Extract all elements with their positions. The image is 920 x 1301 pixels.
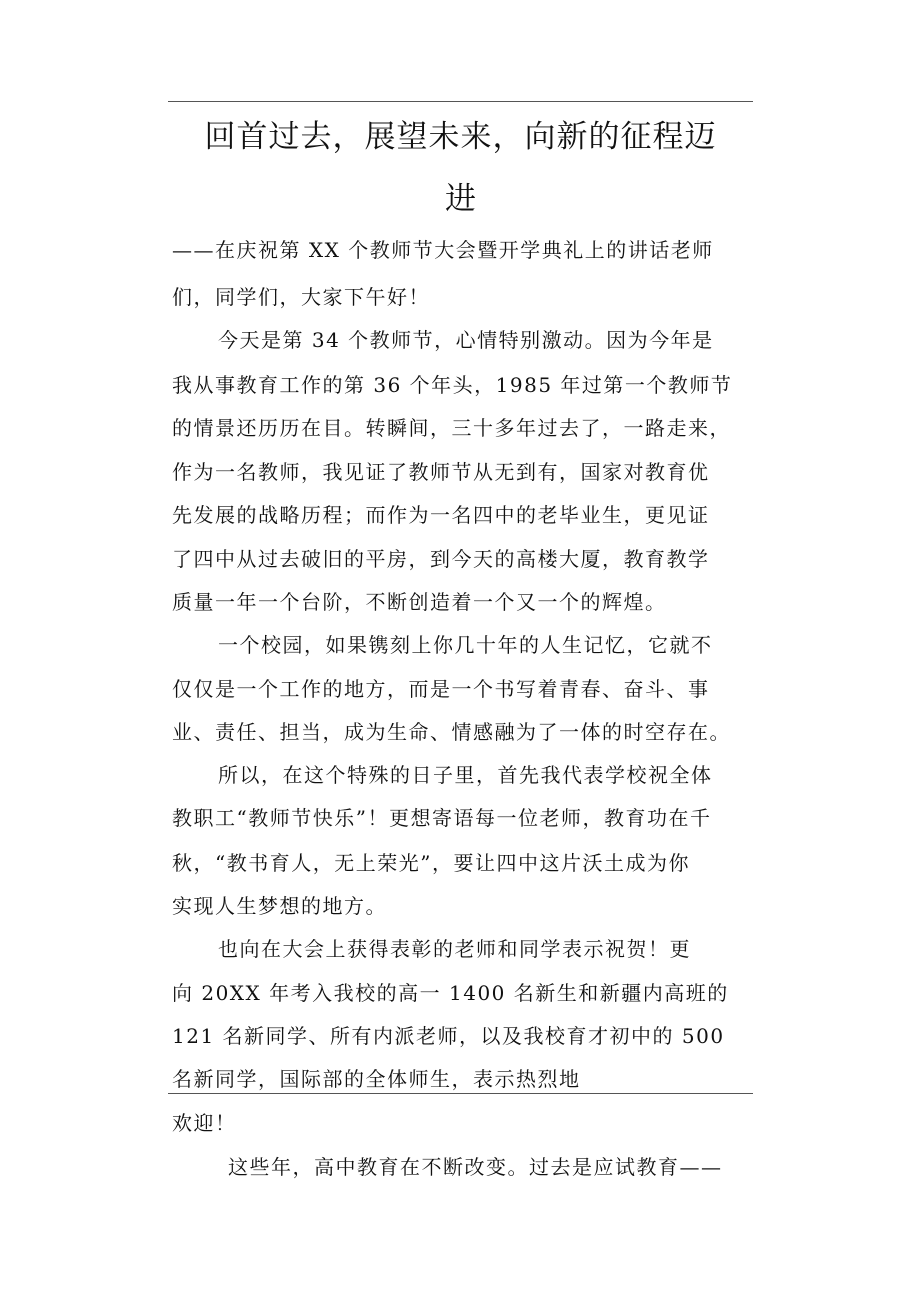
paragraph-line: 我从事教育工作的第 36 个年头，1985 年过第一个教师节 <box>172 373 733 397</box>
paragraph-line: 一个校园，如果镌刻上你几十年的人生记忆，它就不 <box>218 633 713 657</box>
greeting-line: 们，同学们，大家下午好！ <box>172 285 430 309</box>
paragraph-line: 仅仅是一个工作的地方，而是一个书写着青春、奋斗、事 <box>172 677 710 701</box>
title-line-2: 进 <box>445 181 476 217</box>
paragraph-line: 先发展的战略历程；而作为一名四中的老毕业生，更见证 <box>172 503 710 527</box>
paragraph-line: 质量一年一个台阶，不断创造着一个又一个的辉煌。 <box>172 590 667 614</box>
paragraph-line: 的情景还历历在目。转瞬间，三十多年过去了，一路走来， <box>172 416 731 440</box>
paragraph-line: 业、责任、担当，成为生命、情感融为了一体的时空存在。 <box>172 720 731 744</box>
paragraph-line: 教职工“教师节快乐”！更想寄语每一位老师，教育功在千 <box>172 806 712 830</box>
title-line-1: 回首过去，展望未来，向新的征程迈 <box>204 119 717 155</box>
paragraph-line: 秋，“教书育人，无上荣光”，要让四中这片沃土成为你 <box>172 851 690 875</box>
paragraph-line: 欢迎！ <box>172 1111 237 1135</box>
top-divider <box>168 101 753 102</box>
paragraph-line: 也向在大会上获得表彰的老师和同学表示祝贺！更 <box>218 937 691 961</box>
paragraph-line: 这些年，高中教育在不断改变。过去是应试教育—— <box>228 1155 723 1179</box>
page-break-divider <box>168 1093 753 1094</box>
paragraph-line: 121 名新同学、所有内派老师，以及我校育才初中的 500 <box>172 1024 725 1048</box>
paragraph-line: 所以，在这个特殊的日子里，首先我代表学校祝全体 <box>218 763 713 787</box>
paragraph-line: 实现人生梦想的地方。 <box>172 894 387 918</box>
subtitle-line: ——在庆祝第 XX 个教师节大会暨开学典礼上的讲话老师 <box>172 238 714 262</box>
paragraph-line: 了四中从过去破旧的平房，到今天的高楼大厦，教育教学 <box>172 547 710 571</box>
paragraph-line: 作为一名教师，我见证了教师节从无到有，国家对教育优 <box>172 460 710 484</box>
paragraph-line: 今天是第 34 个教师节，心情特别激动。因为今年是 <box>218 328 714 352</box>
paragraph-line: 名新同学，国际部的全体师生，表示热烈地 <box>172 1067 581 1091</box>
paragraph-line: 向 20XX 年考入我校的高一 1400 名新生和新疆内高班的 <box>172 981 729 1005</box>
